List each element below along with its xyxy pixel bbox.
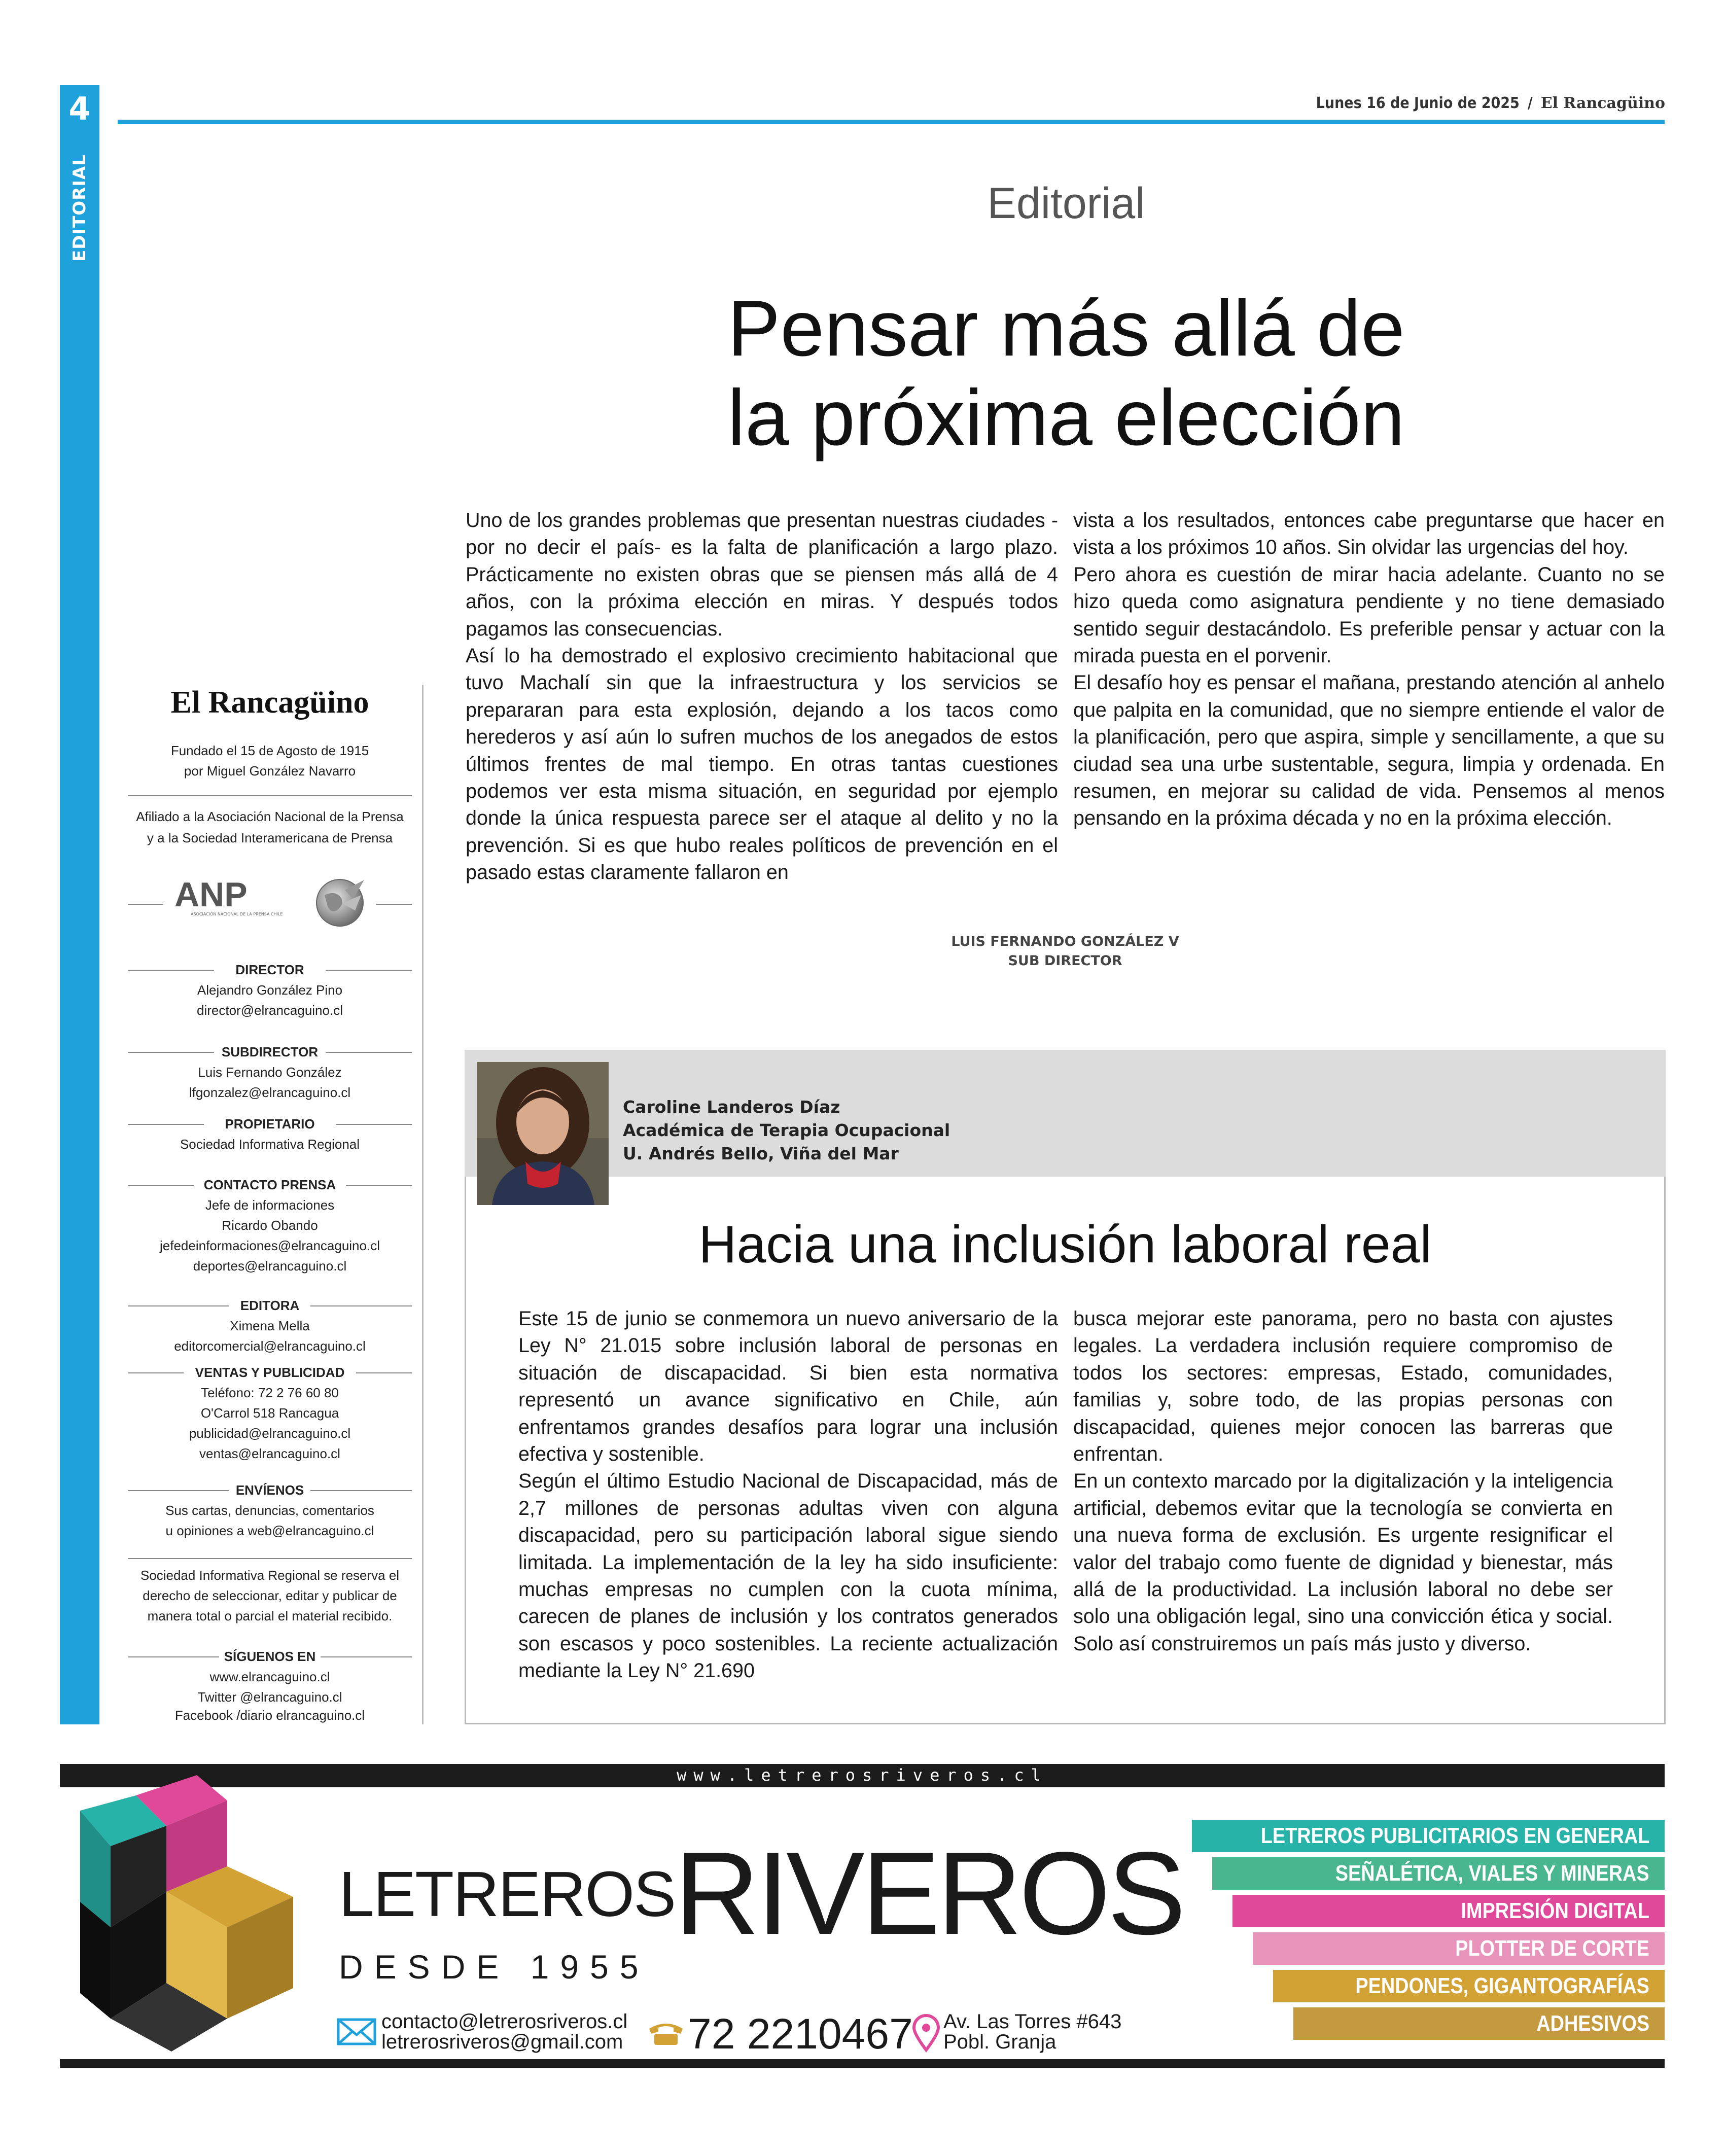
section-side-tab [60,85,99,1724]
rights-line-2: derecho de seleccionar, editar y publicar de [143,1588,397,1603]
ad-since: DESDE 1955 [339,1948,650,1986]
divider [376,904,412,905]
ad-address-2: Pobl. Granja [943,2031,1056,2053]
paragraph: En un contexto marcado por la digitalización y la inteligencia artificial, debemos evitar que la tecnología se convierta en una nueva forma de exclusión. Es urgente resignificar el valor del trabajo como fuente de dignidad y bienestar, más allá de la productividad. La inclusión laboral no debe ser solo una obligación legal, sino una convicción ética y social. Solo así construiremos un país más justo y diverso. [1073,1470,1613,1655]
press-contact-label: CONTACTO PRENSA [203,1177,336,1192]
founded-line-1: Fundado el 15 de Agosto de 1915 [170,743,369,758]
phone-icon [647,2021,685,2046]
header-separator: / [1527,94,1533,112]
header-paper-name: El Rancagüino [1540,94,1665,112]
author-name: Caroline Landeros Díaz [623,1097,840,1117]
ad-service-2: SEÑALÉTICA, VIALES Y MINERAS [1212,1857,1665,1890]
ad-service-6: ADHESIVOS [1293,2007,1665,2040]
author-photo [477,1062,609,1205]
send-line-2: u opiniones a web@elrancaguino.cl [165,1523,374,1538]
paragraph: El desafío hoy es pensar el mañana, prestando atención al anhelo que palpita en la comunidad, que no siempre entiende el valor de la planificación, pero que aspira, simple y sencillamente, a que su ciudad sea una urbe sustentable, segura, limpia y ordenada. En resumen, en mejorar su calidad de vida. Pensemos al menos pensando en la próxima década y no en la próxima elección. [1073,671,1665,830]
press-name: Ricardo Obando [222,1218,318,1233]
follow-facebook: Facebook /diario elrancaguino.cl [174,1708,365,1723]
affiliation-line-1: Afiliado a la Asociación Nacional de la Prensa [136,809,404,824]
send-line-1: Sus cartas, denuncias, comentarios [165,1503,374,1518]
author-role: Académica de Terapia Ocupacional [623,1120,950,1140]
owner-name: Sociedad Informativa Regional [180,1137,360,1152]
ad-service-1: LETREROS PUBLICITARIOS EN GENERAL [1192,1820,1665,1852]
editorial-headline [467,284,1666,463]
editorial-column-2 [1073,507,1665,832]
ad-bottom-bar [60,2059,1665,2068]
ad-email-1: contacto@letrerosriveros.cl [381,2010,628,2033]
send-label: ENVÍENOS [235,1482,304,1498]
sales-address: O'Carrol 518 Rancagua [200,1405,339,1421]
divider [128,795,412,796]
editor-label: EDITORA [240,1298,300,1313]
riveros-cube-logo [60,1775,324,2059]
headline-line-1: Pensar más allá de [727,285,1405,373]
director-name: Alejandro González Pino [197,982,343,998]
section-vertical-label: EDITORIAL [69,154,90,262]
issue-date: Lunes 16 de Junio de 2025 [1316,94,1520,112]
owner-label: PROPIETARIO [225,1116,315,1132]
subdirector-label: SUBDIRECTOR [221,1044,319,1059]
location-pin-icon [912,2014,940,2052]
rights-line-1: Sociedad Informativa Regional se reserva el [140,1568,400,1583]
anp-logo-text: ANP [174,875,248,914]
ad-email-2: letrerosriveros@gmail.com [381,2031,623,2053]
founded-line-2: por Miguel González Navarro [184,763,356,779]
follow-twitter: Twitter @elrancaguino.cl [197,1689,342,1705]
editor-name: Ximena Mella [230,1318,310,1333]
header-rule [118,120,1665,124]
sales-label: VENTAS Y PUBLICIDAD [195,1365,345,1380]
paragraph: Uno de los grandes problemas que presentan nuestras ciudades -por no decir el país- es la falta de planificación a largo plazo. Prácticamente no existen obras que se piensen más allá de 4 años, con la próxima elección en miras. Y después todos pagamos las consecuencias. [466,509,1058,640]
paragraph: Así lo ha demostrado el explosivo crecimiento habitacional que tuvo Machalí sin que la infraestructura y los servicios se prepararan para esta explosión, dejando a los tacos como herederos y así aún lo sufren muchos de los anegados de estos últimos frentes de mal tiempo. En otras tantas cuestiones podemos ver esta misma situación, en seguridad por ejemplo donde la única respuesta parece ser el ataque al delito y no la prevención. Si es que hubo reales políticos de prevención en el pasado estas claramente fallaron en [466,645,1058,884]
author-institution: U. Andrés Bello, Viña del Mar [623,1144,899,1163]
masthead-box [118,685,424,1724]
paragraph: vista a los resultados, entonces cabe preguntarse que hacer en vista a los próximos 10 años. Sin olvidar las urgencias del hoy. [1073,509,1665,559]
divider [128,1558,412,1559]
subdirector-email: lfgonzalez@elrancaguino.cl [189,1085,351,1100]
press-role: Jefe de informaciones [205,1197,335,1213]
director-email: director@elrancaguino.cl [197,1003,343,1018]
mail-icon [337,2017,377,2047]
opinion-column-2 [1073,1305,1613,1657]
rights-line-3: manera total o parcial el material recibido. [147,1608,393,1623]
director-label: DIRECTOR [235,962,304,977]
follow-web: www.elrancaguino.cl [209,1669,330,1684]
signature-name: LUIS FERNANDO GONZÁLEZ V [951,934,1179,949]
paragraph: Según el último Estudio Nacional de Discapacidad, más de 2,7 millones de personas adultas viven con alguna discapacidad, pero su participación laboral sigue siendo limitada. La implementación de la ley ha sido insuficiente: muchas empresas no cumplen con la cuota mínima, carecen de planes de inclusión y los contratos generados son escasos y poco sostenibles. La reciente actualización mediante la Ley N° 21.690 [518,1470,1058,1682]
editor-email: editorcomercial@elrancaguino.cl [174,1338,366,1354]
header-dateline [1316,94,1665,112]
ad-brand-letreros: LETREROS [339,1858,676,1930]
opinion-column-1 [518,1305,1058,1685]
follow-label: SÍGUENOS EN [224,1649,316,1664]
opinion-title: Hacia una inclusión laboral real [698,1215,1432,1274]
ad-url: www.letrerosriveros.cl [677,1765,1048,1785]
anp-logo-subtext: ASOCIACIÓN NACIONAL DE LA PRENSA CHILE [191,912,283,916]
author-credit [623,1095,950,1165]
affiliation-line-2: y a la Sociedad Interamericana de Prensa [147,830,393,845]
masthead-title: El Rancagüino [170,685,369,720]
paragraph: Pero ahora es cuestión de mirar hacia adelante. Cuanto no se hizo queda como asignatura pendiente y no tiene demasiado sentido seguir destacándolo. Es preferible pensar y actuar con la mirada puesta en el porvenir. [1073,563,1665,667]
press-email-2: deportes@elrancaguino.cl [193,1258,347,1274]
subdirector-name: Luis Fernando González [198,1065,342,1080]
headline-line-2: la próxima elección [727,374,1405,462]
section-label: Editorial [987,179,1145,228]
sip-globe-logo [304,875,375,931]
ad-service-3: IMPRESIÓN DIGITAL [1232,1895,1665,1927]
page-number: 4 [68,90,91,127]
sales-phone: Teléfono: 72 2 76 60 80 [201,1385,339,1400]
ad-brand-riveros: RIVEROS [675,1828,1183,1959]
sales-email-2: ventas@elrancaguino.cl [199,1446,340,1461]
ad-service-4: PLOTTER DE CORTE [1253,1932,1665,1965]
paragraph: Este 15 de junio se conmemora un nuevo aniversario de la Ley N° 21.015 sobre inclusión laboral de personas en situación de discapacidad. Si bien esta normativa representó un avance significativo en Chile, aún enfrentamos grandes desafíos para lograr una inclusión efectiva y sostenible. [518,1307,1058,1466]
editorial-signature [903,932,1227,971]
divider [128,904,163,905]
ad-service-5: PENDONES, GIGANTOGRAFÍAS [1273,1970,1665,2002]
anp-logo [167,875,283,931]
ad-address-1: Av. Las Torres #643 [943,2010,1122,2033]
press-email-1: jefedeinformaciones@elrancaguino.cl [160,1238,380,1253]
editorial-column-1 [466,507,1058,887]
signature-role: SUB DIRECTOR [1008,953,1122,969]
paragraph: busca mejorar este panorama, pero no basta con ajustes legales. La verdadera inclusión requiere compromiso de todos los sectores: empresas, Estado, comunidades, familias y, sobre todo, de las propias personas con discapacidad, quienes mejor conocen las barreras que enfrentan. [1073,1307,1613,1466]
sales-email-1: publicidad@elrancaguino.cl [189,1426,351,1441]
ad-phone: 72 2210467 [688,2010,913,2058]
